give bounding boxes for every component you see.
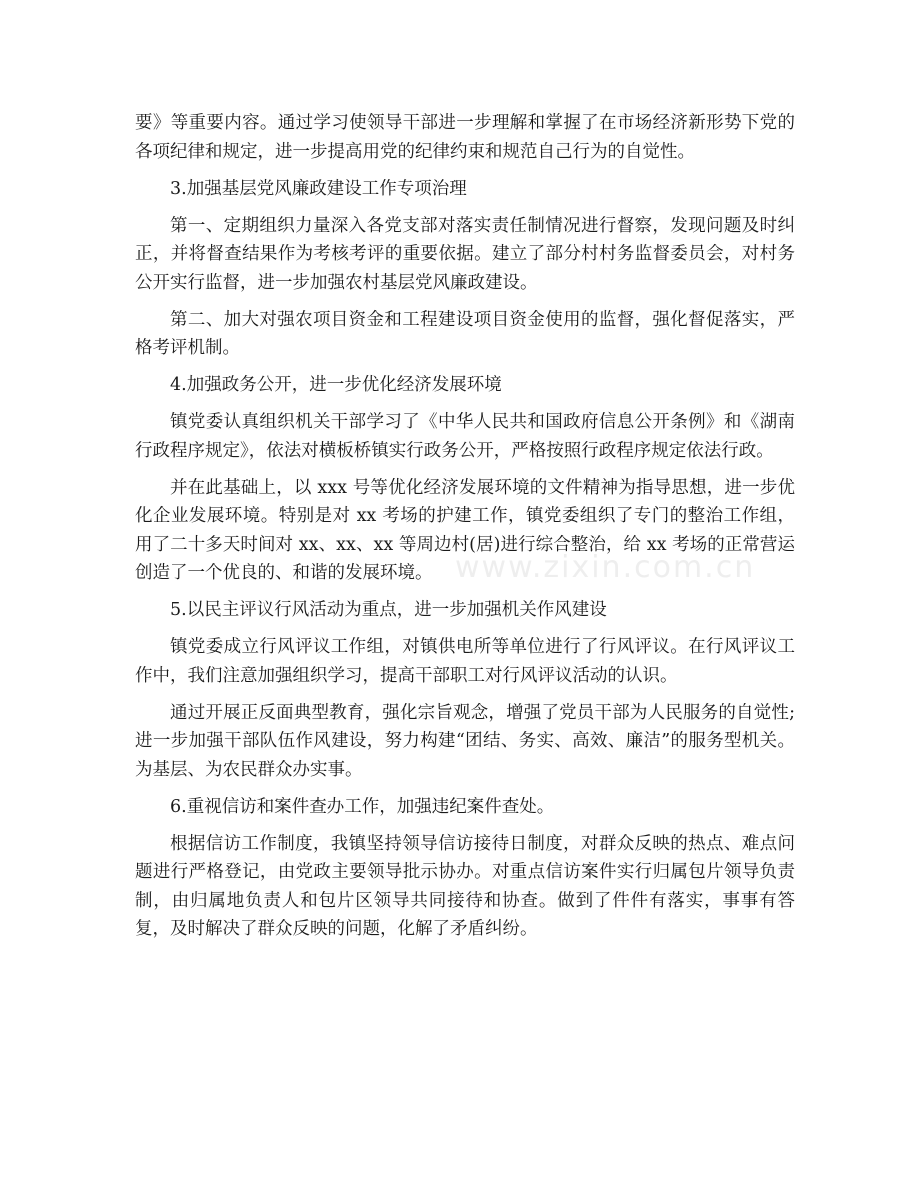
watermark-text: www.zixin.com.cn (455, 550, 756, 585)
paragraph-continuation: 要》等重要内容。通过学习使领导干部进一步理解和掌握了在市场经济新形势下党的各项纪律和规定，进一步提高用党的纪律约束和规范自己行为的自觉性。 (135, 113, 795, 162)
document-body (135, 109, 795, 952)
paragraph: 第一、定期组织力量深入各党支部对落实责任制情况进行督察，发现问题及时纠正，并将督查结果作为考核考评的重要依据。建立了部分村村务监督委员会，对村务公开实行监督，进一步加强农村基层党风廉政建设。 (135, 215, 795, 293)
paragraph: 并在此基础上，以 xxx 号等优化经济发展环境的文件精神为指导思想，进一步优化企业发展环境。特别是对 xx 考场的护建工作，镇党委组织了专门的整治工作组，用了二十多天时间对 xx、xx、xx 等周边村(居)进行综合整治，给 xx 考场的正常营运创造了一个优良的、和谐的发展环境。 (135, 477, 795, 583)
section-heading-6: 6.重视信访和案件查办工作，加强违纪案件查处。 (170, 796, 555, 817)
paragraph: 镇党委成立行风评议工作组，对镇供电所等单位进行了行风评议。在行风评议工作中，我们注意加强组织学习，提高干部职工对行风评议活动的认识。 (135, 637, 795, 686)
section-heading-4: 4.加强政务公开，进一步优化经济发展环境 (170, 375, 502, 395)
section-heading-3: 3.加强基层党风廉政建设工作专项治理 (170, 178, 467, 199)
section-heading-5: 5.以民主评议行风活动为重点，进一步加强机关作风建设 (170, 600, 607, 620)
paragraph: 根据信访工作制度，我镇坚持领导信访接待日制度，对群众反映的热点、难点问题进行严格登记，由党政主要领导批示协办。对重点信访案件实行归属包片领导负责制，由归属地负责人和包片区领导共同接待和协查。做到了件件有落实，事事有答复，及时解决了群众反映的问题，化解了矛盾纠纷。 (135, 833, 795, 939)
paragraph: 镇党委认真组织机关干部学习了《中华人民共和国政府信息公开条例》和《湖南行政程序规定》，依法对横板桥镇实行政务公开，严格按照行政程序规定依法行政。 (135, 412, 795, 461)
paragraph: 第二、加大对强农项目资金和工程建设项目资金使用的监督，强化督促落实，严格考评机制。 (135, 309, 795, 358)
paragraph: 通过开展正反面典型教育，强化宗旨观念，增强了党员干部为人民服务的自觉性;进一步加强干部队伍作风建设，努力构建“团结、务实、高效、廉洁”的服务型机关。为基层、为农民群众办实事。 (135, 702, 795, 780)
